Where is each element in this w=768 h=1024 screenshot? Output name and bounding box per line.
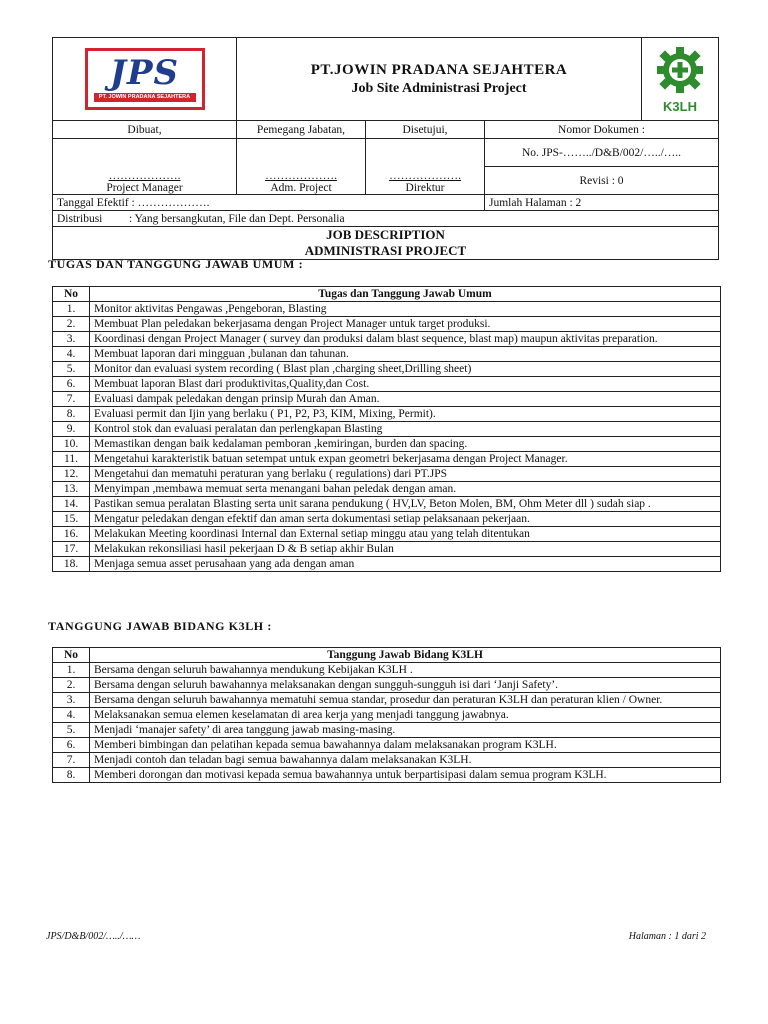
document-number: No. JPS-……../D&B/002/…../….. (485, 139, 719, 167)
section-k3lh-title: TANGGUNG JAWAB BIDANG K3LH : (48, 619, 272, 633)
k3lh-duties-table (52, 647, 721, 783)
table-row (53, 678, 721, 693)
table-row (53, 512, 721, 527)
table-row (53, 497, 721, 512)
table-row (53, 437, 721, 452)
job-description-title: JOB DESCRIPTION (326, 227, 445, 242)
col-pemegang-jabatan: Pemegang Jabatan, (237, 121, 366, 139)
row-description: Koordinasi dengan Project Manager ( survey dan produksi dalam blast sequence, blast map) maupun aktivitas preparation. (90, 332, 721, 347)
row-description: Membuat laporan dari mingguan ,bulanan dan tahunan. (90, 347, 721, 362)
table-row (53, 708, 721, 723)
signature-line: ………………. (389, 170, 461, 182)
row-number: 1. (53, 663, 90, 678)
revision-number: Revisi : 0 (485, 167, 719, 195)
table-row (53, 317, 721, 332)
table-row (53, 392, 721, 407)
document-subtitle: Job Site Administrasi Project (351, 80, 527, 96)
footer-document-code: JPS/D&B/002/…../…… (46, 931, 141, 942)
signature-adm-project (237, 139, 366, 195)
document-header-table (52, 37, 719, 260)
col-nomor-dokumen: Nomor Dokumen : (485, 121, 719, 139)
table-row (53, 362, 721, 377)
row-number: 17. (53, 542, 90, 557)
table-row (53, 753, 721, 768)
row-description: Mengetahui karakteristik batuan setempat untuk expan geometri bekerjasama dengan Project Manager. (90, 452, 721, 467)
row-description: Bersama dengan seluruh bawahannya melaksanakan dengan sungguh-sungguh isi dari ‘Janji Safety’. (90, 678, 721, 693)
row-number: 18. (53, 557, 90, 572)
job-description-subtitle: ADMINISTRASI PROJECT (304, 243, 467, 258)
table-row (53, 768, 721, 783)
signature-project-manager (53, 139, 237, 195)
effective-date: Tanggal Efektif : ………………. (53, 195, 485, 211)
table-row (53, 407, 721, 422)
row-number: 8. (53, 768, 90, 783)
table-row (53, 527, 721, 542)
k3lh-logo-text: K3LH (663, 99, 697, 114)
table-row (53, 557, 721, 572)
row-description: Melakukan Meeting koordinasi Internal dan External setiap minggu atau yang telah ditentukan (90, 527, 721, 542)
role-direktur: Direktur (405, 182, 445, 194)
table-row (53, 377, 721, 392)
job-description-title-cell (53, 227, 719, 260)
row-description: Melaksanakan semua elemen keselamatan di area kerja yang menjadi tanggung jawabnya. (90, 708, 721, 723)
company-logo-cell (53, 38, 237, 121)
jps-logo-mark: JPS (109, 53, 180, 93)
row-number: 5. (53, 362, 90, 377)
table-row (53, 542, 721, 557)
row-description: Evaluasi dampak peledakan dengan prinsip Murah dan Aman. (90, 392, 721, 407)
row-number: 16. (53, 527, 90, 542)
table-row (53, 422, 721, 437)
k3lh-logo-cell (642, 38, 719, 121)
jps-logo (85, 48, 205, 110)
row-number: 9. (53, 422, 90, 437)
column-header-duties: Tugas dan Tanggung Jawab Umum (90, 287, 721, 302)
row-number: 8. (53, 407, 90, 422)
row-number: 3. (53, 693, 90, 708)
row-number: 15. (53, 512, 90, 527)
row-description: Menjaga semua asset perusahaan yang ada dengan aman (90, 557, 721, 572)
distribution-label: Distribusi (57, 212, 103, 225)
row-description: Monitor dan evaluasi system recording ( Blast plan ,charging sheet,Drilling sheet) (90, 362, 721, 377)
col-dibuat: Dibuat, (53, 121, 237, 139)
row-number: 14. (53, 497, 90, 512)
table-row (53, 738, 721, 753)
table-row (53, 482, 721, 497)
row-description: Melakukan rekonsiliasi hasil pekerjaan D & B setiap akhir Bulan (90, 542, 721, 557)
row-description: Mengatur peledakan dengan efektif dan aman serta dokumentasi setiap pelaksanaan pekerjaan. (90, 512, 721, 527)
table-row (53, 302, 721, 317)
row-number: 6. (53, 738, 90, 753)
column-header-k3lh: Tanggung Jawab Bidang K3LH (90, 648, 721, 663)
row-description: Bersama dengan seluruh bawahannya mendukung Kebijakan K3LH . (90, 663, 721, 678)
table-row (53, 663, 721, 678)
row-number: 2. (53, 678, 90, 693)
column-header-no: No (53, 648, 90, 663)
row-number: 2. (53, 317, 90, 332)
row-number: 11. (53, 452, 90, 467)
row-number: 10. (53, 437, 90, 452)
row-number: 12. (53, 467, 90, 482)
row-description: Memberi dorongan dan motivasi kepada semua bawahannya untuk berpartisipasi dalam semua program K3LH. (90, 768, 721, 783)
column-header-no: No (53, 287, 90, 302)
col-disetujui: Disetujui, (366, 121, 485, 139)
table-row (53, 723, 721, 738)
row-description: Monitor aktivitas Pengawas ,Pengeboran, Blasting (90, 302, 721, 317)
distribution-value: : Yang bersangkutan, File dan Dept. Personalia (129, 212, 345, 225)
row-number: 5. (53, 723, 90, 738)
row-number: 3. (53, 332, 90, 347)
row-number: 6. (53, 377, 90, 392)
page-count: Jumlah Halaman : 2 (485, 195, 719, 211)
row-description: Bersama dengan seluruh bawahannya mematuhi semua standar, prosedur dan peraturan K3LH dan peraturan klien / Owner. (90, 693, 721, 708)
row-description: Evaluasi permit dan Ijin yang berlaku ( P1, P2, P3, KIM, Mixing, Permit). (90, 407, 721, 422)
row-description: Pastikan semua peralatan Blasting serta unit sarana pendukung ( HV,LV, Beton Molen, BM, Ohm Meter dll ) sudah siap . (90, 497, 721, 512)
signature-line: ………………. (265, 170, 337, 182)
row-number: 7. (53, 753, 90, 768)
row-description: Memastikan dengan baik kedalaman pemboran ,kemiringan, burden dan spacing. (90, 437, 721, 452)
row-description: Membuat Plan peledakan bekerjasama dengan Project Manager untuk target produksi. (90, 317, 721, 332)
row-number: 7. (53, 392, 90, 407)
role-adm-project: Adm. Project (270, 182, 332, 194)
row-description: Memberi bimbingan dan pelatihan kepada semua bawahannya dalam melaksanakan program K3LH. (90, 738, 721, 753)
role-project-manager: Project Manager (106, 182, 183, 194)
signature-direktur (366, 139, 485, 195)
section-general-duties-title: TUGAS DAN TANGGUNG JAWAB UMUM : (48, 257, 304, 271)
row-number: 4. (53, 708, 90, 723)
table-row (53, 467, 721, 482)
signature-line: ………………. (108, 170, 181, 182)
row-description: Membuat laporan Blast dari produktivitas,Quality,dan Cost. (90, 377, 721, 392)
row-number: 13. (53, 482, 90, 497)
row-description: Menyimpan ,membawa memuat serta menangani bahan peledak dengan aman. (90, 482, 721, 497)
company-title-cell (237, 38, 642, 121)
row-description: Mengetahui dan mematuhi peraturan yang berlaku ( regulations) dari PT.JPS (90, 467, 721, 482)
row-description: Kontrol stok dan evaluasi peralatan dan perlengkapan Blasting (90, 422, 721, 437)
table-row (53, 332, 721, 347)
table-row (53, 347, 721, 362)
row-number: 4. (53, 347, 90, 362)
row-number: 1. (53, 302, 90, 317)
row-description: Menjadi contoh dan teladan bagi semua bawahannya dalam melaksanakan K3LH. (90, 753, 721, 768)
table-row (53, 693, 721, 708)
general-duties-table (52, 286, 721, 572)
footer-page-number: Halaman : 1 dari 2 (628, 931, 706, 942)
distribution-row (53, 211, 719, 227)
company-name: PT.JOWIN PRADANA SEJAHTERA (310, 61, 568, 78)
row-description: Menjadi ‘manajer safety’ di area tanggung jawab masing-masing. (90, 723, 721, 738)
table-row (53, 452, 721, 467)
jps-logo-caption: PT. JOWIN PRADANA SEJAHTERA (98, 94, 191, 100)
